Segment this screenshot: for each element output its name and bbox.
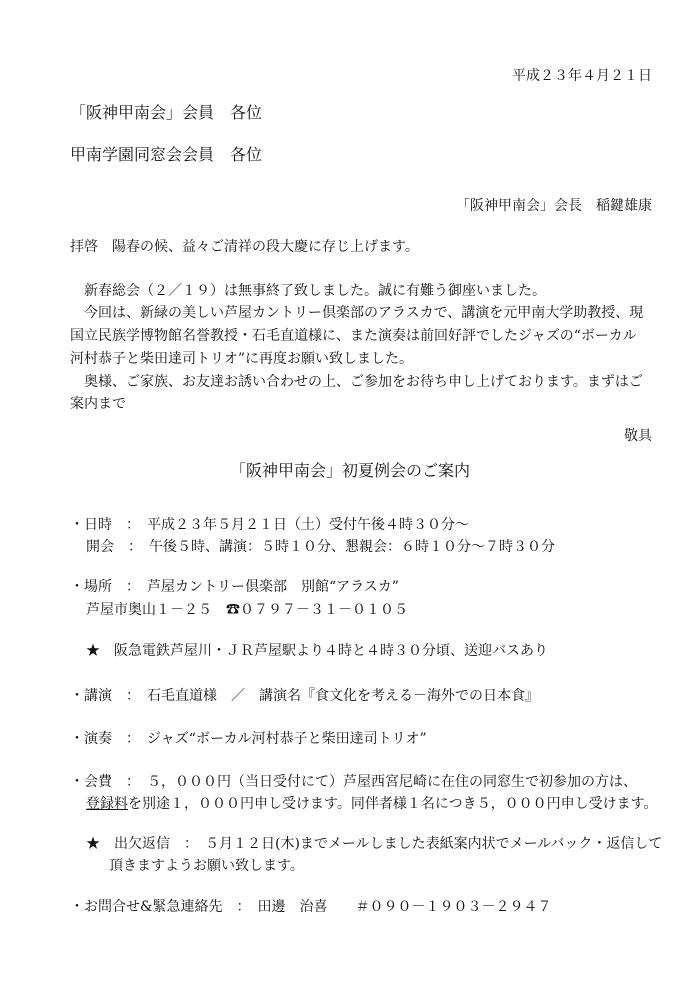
detail-rsvp-line-2: 頂きますようお願い致します。 (109, 858, 304, 874)
closing: 敬具 (624, 428, 652, 444)
recipient-alumni: 甲南学園同窓会会員 各位 (70, 145, 263, 164)
event-title: 「阪神甲南会」初夏例会のご案内 (229, 461, 470, 480)
detail-bus: ★ 阪急電鉄芦屋川・ＪＲ芦屋駅より４時と４時３０分頃、送迎バスあり (86, 643, 548, 659)
body-paragraph-2-line-3: 河村恭子と柴田達司トリオ”に再度お願い致しました。 (70, 351, 414, 367)
registration-fee-label: 登録料 (86, 796, 128, 812)
detail-fee-line-1: ・会費 ： ５，０００円（当日受付にて）芦屋西宮尼崎に在住の同窓生で初参加の方は、 (70, 774, 637, 790)
body-paragraph-3-line-1: 奥様、ご家族、お友達お誘い合わせの上、ご参加をお待ち申し上げております。まずはご (84, 374, 643, 390)
detail-opening: 開会 ： 午後５時、講演：５時１０分、懇親会：６時１０分～７時３０分 (86, 539, 555, 555)
document-date: 平成２３年４月２１日 (512, 68, 652, 84)
sender: 「阪神甲南会」会長 稲鍵雄康 (456, 198, 652, 214)
body-paragraph-2-line-1: 今回は、新緑の美しい芦屋カントリー倶楽部のアラスカで、講演を元甲南大学助教授、現 (84, 305, 644, 321)
detail-fee-line-2 (86, 794, 657, 814)
detail-performance: ・演奏 ： ジャズ“ボーカル河村恭子と柴田達司トリオ” (70, 731, 427, 747)
greeting: 拝啓 陽春の候、益々ご清祥の段大慶に存じ上げます。 (70, 239, 419, 255)
detail-lecture: ・講演 ： 石毛直道様 ／ 講演名『食文化を考える－海外での日本食』 (70, 688, 539, 704)
body-paragraph-3-line-2: 案内まで (70, 396, 126, 412)
detail-fee-line-2-rest: を別途１，０００円申し受けます。同伴者様１名につき５，０００円申し受けます。 (128, 796, 658, 812)
detail-rsvp-line-1: ★ 出欠返信 ： ５月１２日(木)までメールしました表紙案内状でメールバック・返信して (86, 836, 663, 852)
detail-address: 芦屋市奥山１－２５ ☎０７９７－３１－０１０５ (86, 602, 408, 618)
detail-datetime: ・日時 ： 平成２３年５月２１日（土）受付午後４時３０分～ (70, 517, 469, 533)
recipient-members: 「阪神甲南会」会員 各位 (70, 103, 263, 122)
body-paragraph-2-line-2: 国立民族学博物館名誉教授・石毛直道様に、また演奏は前回好評でしたジャズの“ボーカル (70, 328, 637, 344)
detail-place: ・場所 ： 芦屋カントリー倶楽部 別館“アラスカ” (70, 579, 399, 595)
detail-contact: ・お問合せ&緊急連絡先 ： 田邊 治喜 ＃０９０－１９０３－２９４７ (70, 899, 552, 915)
body-paragraph-1: 新春総会（２／１９）は無事終了致しました。誠に有難う御座いました。 (84, 283, 546, 299)
